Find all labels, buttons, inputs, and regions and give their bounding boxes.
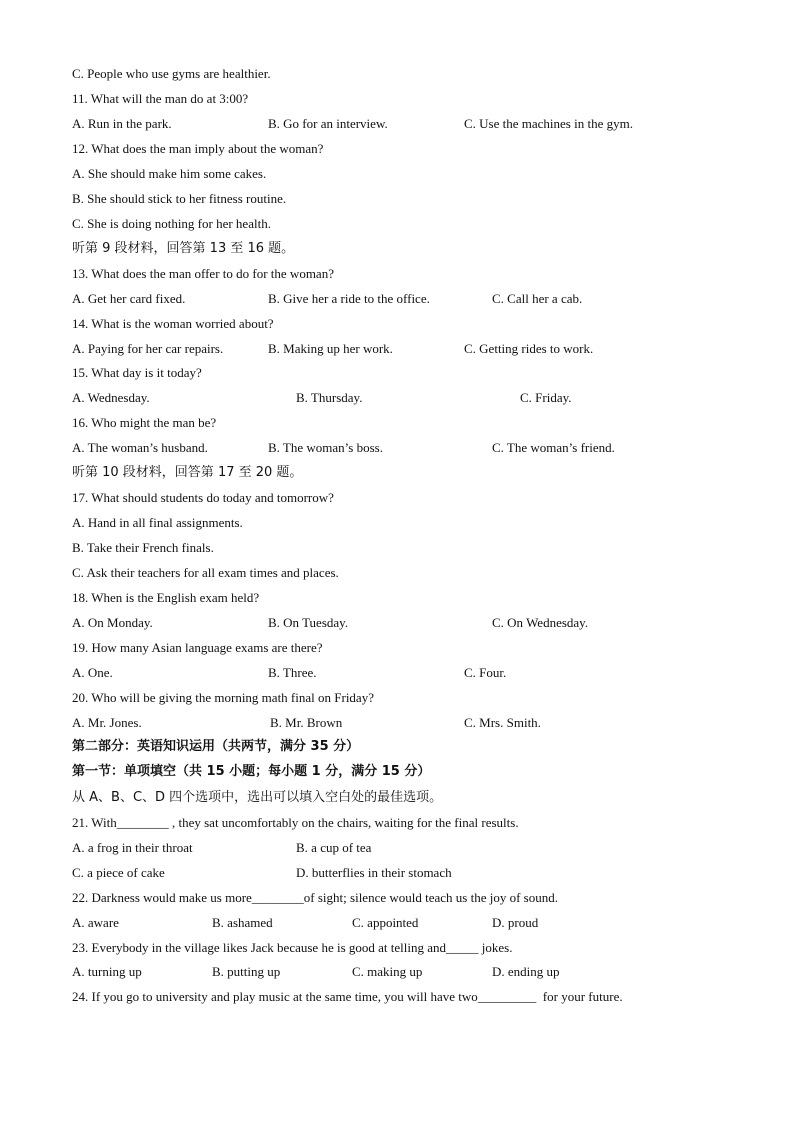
option-11c: C. Use the machines in the gym.	[464, 116, 633, 131]
part-heading: 第二部分：英语知识运用（共两节，满分 35 分）	[72, 739, 360, 754]
question-18: 18. When is the English exam held?	[72, 590, 260, 605]
option-13b: B. Give her a ride to the office.	[268, 291, 430, 306]
option-21c: C. a piece of cake	[72, 865, 165, 880]
option-16c: C. The woman’s friend.	[492, 440, 615, 455]
question-16: 16. Who might the man be?	[72, 415, 217, 430]
option-12b: B. She should stick to her fitness routine.	[72, 191, 287, 206]
option-12c: C. She is doing nothing for her health.	[72, 216, 271, 231]
option-18b: B. On Tuesday.	[268, 615, 349, 630]
option-12a: A. She should make him some cakes.	[72, 166, 267, 181]
option-17b: B. Take their French finals.	[72, 540, 214, 555]
question-20: 20. Who will be giving the morning math final on Friday?	[72, 690, 374, 705]
option-17c: C. Ask their teachers for all exam times and places.	[72, 565, 339, 580]
answer-option: C. People who use gyms are healthier.	[72, 66, 271, 81]
option-11b: B. Go for an interview.	[268, 116, 388, 131]
question-15: 15. What day is it today?	[72, 365, 202, 380]
question-23: 23. Everybody in the village likes Jack because he is good at telling and_____ jokes.	[72, 940, 513, 955]
option-23c: C. making up	[352, 964, 423, 979]
option-20b: B. Mr. Brown	[270, 715, 343, 730]
option-13a: A. Get her card fixed.	[72, 291, 186, 306]
option-15c: C. Friday.	[520, 390, 572, 405]
option-20c: C. Mrs. Smith.	[464, 715, 541, 730]
question-22: 22. Darkness would make us more________of sight; silence would teach us the joy of sound.	[72, 890, 558, 905]
option-23d: D. ending up	[492, 964, 560, 979]
question-14: 14. What is the woman worried about?	[72, 316, 274, 331]
option-21d: D. butterflies in their stomach	[296, 865, 452, 880]
option-16b: B. The woman’s boss.	[268, 440, 383, 455]
option-14c: C. Getting rides to work.	[464, 341, 594, 356]
question-17: 17. What should students do today and tomorrow?	[72, 490, 334, 505]
question-19: 19. How many Asian language exams are there?	[72, 640, 323, 655]
option-16a: A. The woman’s husband.	[72, 440, 208, 455]
option-11a: A. Run in the park.	[72, 116, 172, 131]
option-20a: A. Mr. Jones.	[72, 715, 142, 730]
option-22a: A. aware	[72, 915, 119, 930]
option-21b: B. a cup of tea	[296, 840, 372, 855]
option-23b: B. putting up	[212, 964, 281, 979]
option-19c: C. Four.	[464, 665, 507, 680]
question-21: 21. With________ , they sat uncomfortably on the chairs, waiting for the final results.	[72, 815, 519, 830]
option-22c: C. appointed	[352, 915, 419, 930]
option-18c: C. On Wednesday.	[492, 615, 589, 630]
question-12: 12. What does the man imply about the woman?	[72, 141, 324, 156]
option-19a: A. One.	[72, 665, 113, 680]
question-24: 24. If you go to university and play music at the same time, you will have two_________ for your future.	[72, 989, 623, 1004]
option-15a: A. Wednesday.	[72, 390, 150, 405]
option-23a: A. turning up	[72, 964, 142, 979]
option-13c: C. Call her a cab.	[492, 291, 583, 306]
option-22d: D. proud	[492, 915, 539, 930]
question-11: 11. What will the man do at 3:00?	[72, 91, 249, 106]
option-18a: A. On Monday.	[72, 615, 153, 630]
option-14b: B. Making up her work.	[268, 341, 393, 356]
option-22b: B. ashamed	[212, 915, 273, 930]
option-21a: A. a frog in their throat	[72, 840, 193, 855]
option-14a: A. Paying for her car repairs.	[72, 341, 224, 356]
option-19b: B. Three.	[268, 665, 317, 680]
section-heading: 第一节：单项填空（共 15 小题；每小题 1 分，满分 15 分）	[72, 764, 431, 779]
option-15b: B. Thursday.	[296, 390, 363, 405]
section-instruction-10: 听第 10 段材料，回答第 17 至 20 题。	[72, 465, 303, 480]
question-13: 13. What does the man offer to do for the woman?	[72, 266, 334, 281]
section-instruction: 从 A、B、C、D 四个选项中，选出可以填入空白处的最佳选项。	[72, 790, 443, 805]
section-instruction-9: 听第 9 段材料，回答第 13 至 16 题。	[72, 241, 295, 256]
option-17a: A. Hand in all final assignments.	[72, 515, 243, 530]
